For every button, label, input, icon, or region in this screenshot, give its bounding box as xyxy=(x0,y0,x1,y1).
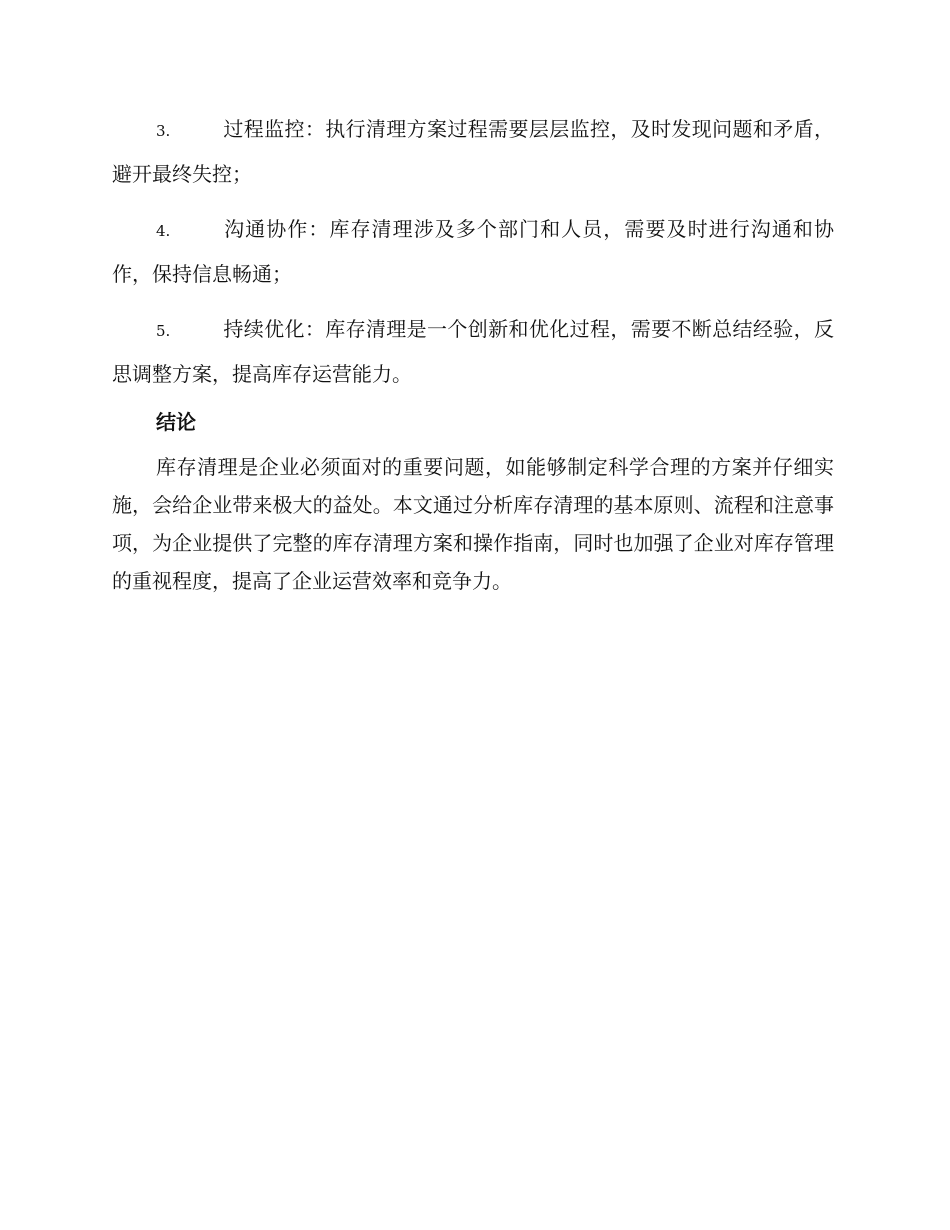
document-body xyxy=(112,108,834,600)
list-item-text: 过程监控：执行清理方案过程需要层层监控，及时发现问题和矛盾，避开最终失控； xyxy=(112,117,834,186)
list-item-number: 5. xyxy=(156,322,171,340)
list-item-4 xyxy=(112,208,834,296)
section-heading-conclusion: 结论 xyxy=(156,410,196,434)
list-item-number: 3. xyxy=(156,122,171,140)
list-item-text: 沟通协作：库存清理涉及多个部门和人员，需要及时进行沟通和协作，保持信息畅通； xyxy=(112,217,834,286)
conclusion-paragraph: 库存清理是企业必须面对的重要问题，如能够制定科学合理的方案并仔细实施，会给企业带来极大的益处。本文通过分析库存清理的基本原则、流程和注意事项，为企业提供了完整的库存清理方案和操作指南，同时也加强了企业对库存管理的重视程度，提高了企业运营效率和竞争力。 xyxy=(112,455,834,593)
list-item-5 xyxy=(112,308,834,396)
list-item-number: 4. xyxy=(156,222,171,240)
list-item-text: 持续优化：库存清理是一个创新和优化过程，需要不断总结经验，反思调整方案，提高库存运营能力。 xyxy=(112,317,834,386)
list-item-3 xyxy=(112,108,834,196)
